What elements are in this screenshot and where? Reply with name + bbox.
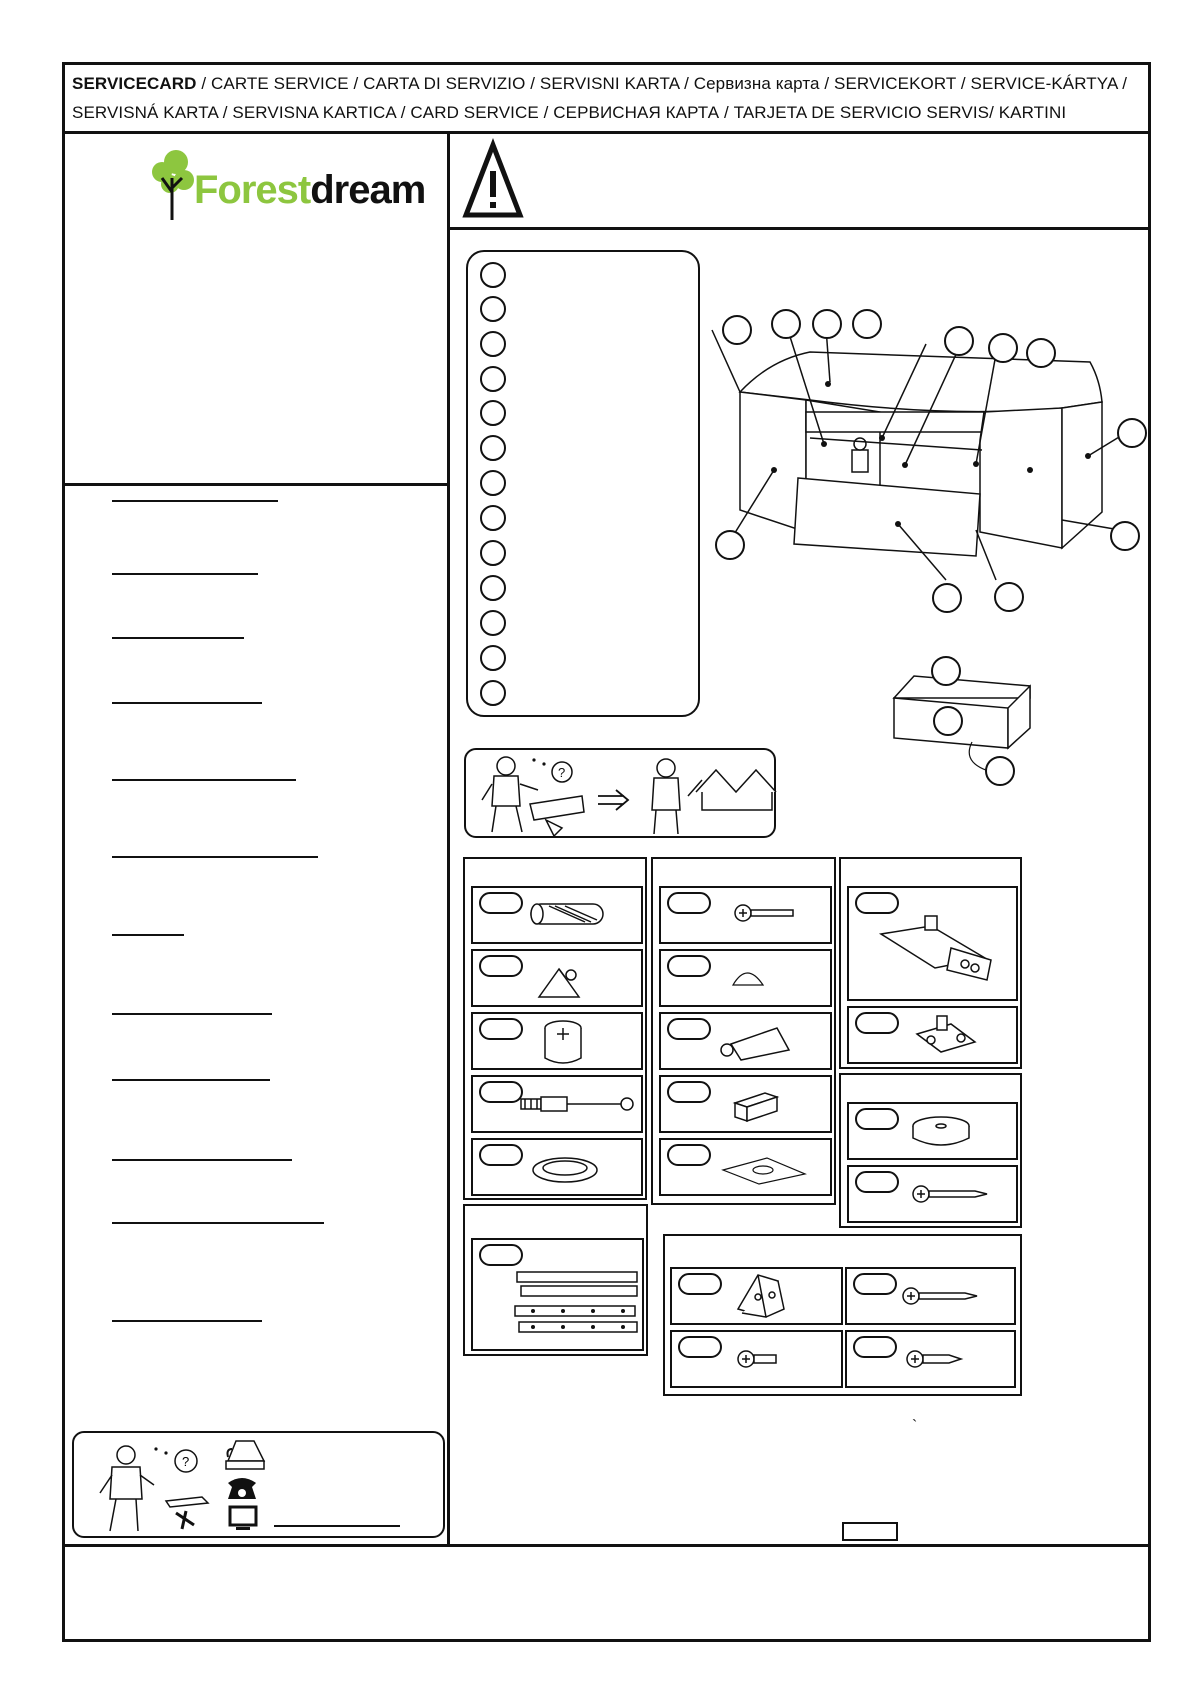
glue-tube-icon <box>717 1020 797 1064</box>
hardware-item <box>847 1102 1018 1160</box>
svg-text:?: ? <box>558 765 566 780</box>
quantity-pill <box>479 1244 523 1266</box>
form-field-line <box>112 1222 324 1224</box>
quantity-pill <box>667 1144 711 1166</box>
hardware-item <box>471 1138 643 1196</box>
quantity-pill <box>853 1273 897 1295</box>
part-number-circle <box>480 366 506 392</box>
diagram-callout <box>933 706 963 736</box>
hardware-group <box>651 857 836 1205</box>
tree-icon <box>150 148 196 220</box>
part-number-circle <box>480 262 506 288</box>
quantity-pill <box>855 1171 899 1193</box>
header-line-1: SERVICECARD / CARTE SERVICE / CARTA DI SERVIZIO / SERVISNI KARTA / Сервизна карта / SERVICEKORT / SERVICE-KÁRTYA / <box>72 74 1128 93</box>
part-number-circle <box>480 331 506 357</box>
contact-field-line <box>274 1525 400 1527</box>
form-field-line <box>112 500 278 502</box>
furniture-foot-icon <box>909 1114 973 1150</box>
warning-triangle-icon <box>463 141 523 219</box>
hardware-item <box>659 1138 832 1196</box>
quantity-pill <box>479 1018 523 1040</box>
quantity-pill <box>479 892 523 914</box>
hardware-item <box>659 1012 832 1070</box>
service-form-fields <box>110 495 440 1335</box>
drawer-runner-icon <box>513 1266 641 1350</box>
fax-icon <box>224 1439 266 1471</box>
footer-divider <box>62 1544 1151 1547</box>
diagram-callout <box>1110 521 1140 551</box>
felt-pad-sheet-icon <box>719 1152 809 1186</box>
part-number-circle <box>480 575 506 601</box>
hardware-item <box>471 1238 644 1351</box>
quantity-pill <box>853 1336 897 1358</box>
quantity-pill <box>855 1012 899 1034</box>
diagram-callout <box>1026 338 1056 368</box>
part-number-circle <box>480 645 506 671</box>
hinge-icon <box>875 914 1005 994</box>
hardware-item <box>670 1330 843 1388</box>
hardware-group <box>463 857 647 1200</box>
hardware-item <box>670 1267 843 1325</box>
form-field-line <box>112 779 296 781</box>
hinge-plate-icon <box>911 1012 981 1062</box>
quantity-pill <box>855 892 899 914</box>
hardware-item <box>659 949 832 1007</box>
quantity-pill <box>479 955 523 977</box>
quantity-pill <box>667 1081 711 1103</box>
form-field-line <box>112 1079 270 1081</box>
hardware-item <box>471 1075 643 1133</box>
quantity-pill <box>678 1336 722 1358</box>
angle-bracket-icon <box>732 1269 792 1325</box>
hardware-item <box>845 1267 1016 1325</box>
part-number-circle <box>480 435 506 461</box>
part-number-circle <box>480 680 506 706</box>
part-number-circle <box>480 505 506 531</box>
cam-lock-icon <box>539 1016 589 1068</box>
form-field-line <box>112 573 258 575</box>
quantity-pill <box>667 1018 711 1040</box>
assembly-help-illustration <box>472 752 772 836</box>
form-field-line <box>112 1159 292 1161</box>
corner-bracket-icon <box>533 957 593 1003</box>
hardware-group <box>663 1234 1022 1396</box>
hardware-group <box>839 857 1022 1069</box>
dowel-icon <box>525 896 609 932</box>
diagram-callout <box>771 309 801 339</box>
page-number-box <box>842 1522 898 1541</box>
part-number-circle <box>480 540 506 566</box>
cam-bolt-icon <box>517 1089 641 1119</box>
diagram-callout <box>1117 418 1147 448</box>
ring-clip-icon <box>527 1152 607 1186</box>
hardware-item <box>847 886 1018 1001</box>
form-field-line <box>112 856 318 858</box>
diagram-callout <box>931 656 961 686</box>
hardware-group <box>463 1204 648 1356</box>
part-number-circle <box>480 400 506 426</box>
hardware-item <box>845 1330 1016 1388</box>
assembly-instruction-box <box>464 748 776 838</box>
diagram-callout <box>994 582 1024 612</box>
hardware-item <box>659 1075 832 1133</box>
hardware-item <box>847 1165 1018 1223</box>
diagram-callout <box>944 326 974 356</box>
part-number-circle <box>480 296 506 322</box>
computer-icon <box>228 1505 258 1531</box>
hardware-item <box>847 1006 1018 1064</box>
form-field-line <box>112 637 244 639</box>
telephone-icon <box>226 1475 258 1501</box>
wood-screw-icon <box>901 1281 981 1311</box>
hardware-group <box>839 1073 1022 1228</box>
hardware-item <box>471 886 643 944</box>
quantity-pill <box>667 955 711 977</box>
form-field-line <box>112 1013 272 1015</box>
diagram-callout <box>988 333 1018 363</box>
wood-screw-icon <box>905 1344 965 1374</box>
diagram-callout <box>812 309 842 339</box>
diagram-callout <box>932 583 962 613</box>
diagram-callout <box>985 756 1015 786</box>
wood-screw-icon <box>911 1179 991 1209</box>
column-divider <box>447 131 450 1545</box>
tv-stand-diagram <box>700 300 1160 560</box>
quantity-pill <box>667 892 711 914</box>
diagram-callout <box>722 315 752 345</box>
parts-list-box <box>466 250 700 717</box>
header-divider <box>62 131 1151 134</box>
cap-cover-icon <box>731 967 765 989</box>
hardware-item <box>659 886 832 944</box>
tick-mark: ` <box>912 1418 918 1435</box>
forestdream-logo <box>150 148 426 220</box>
contact-box <box>72 1431 445 1538</box>
short-screw-icon <box>736 1344 786 1374</box>
hardware-item <box>471 949 643 1007</box>
left-divider <box>62 483 448 486</box>
svg-text:?: ? <box>182 1454 190 1469</box>
part-number-circle <box>480 610 506 636</box>
form-field-line <box>112 702 262 704</box>
brand-name-part2: dream <box>310 168 426 212</box>
wood-block-icon <box>731 1085 781 1125</box>
form-field-line <box>112 1320 262 1322</box>
brand-name-part1: Forest <box>194 168 311 212</box>
diagram-callout <box>852 309 882 339</box>
quantity-pill <box>678 1273 722 1295</box>
diagram-callout <box>715 530 745 560</box>
screw-icon <box>733 898 797 928</box>
quantity-pill <box>479 1144 523 1166</box>
hardware-item <box>471 1012 643 1070</box>
form-field-line <box>112 934 184 936</box>
part-number-circle <box>480 470 506 496</box>
warning-divider <box>448 227 1151 230</box>
quantity-pill <box>855 1108 899 1130</box>
header-line-2: SERVISNÁ KARTA / SERVISNA KARTICA / CARD SERVICE / СЕРВИСНАЯ КАРТА / TARJETA DE SERVICIO SERVIS/ KARTINI <box>72 103 1067 122</box>
